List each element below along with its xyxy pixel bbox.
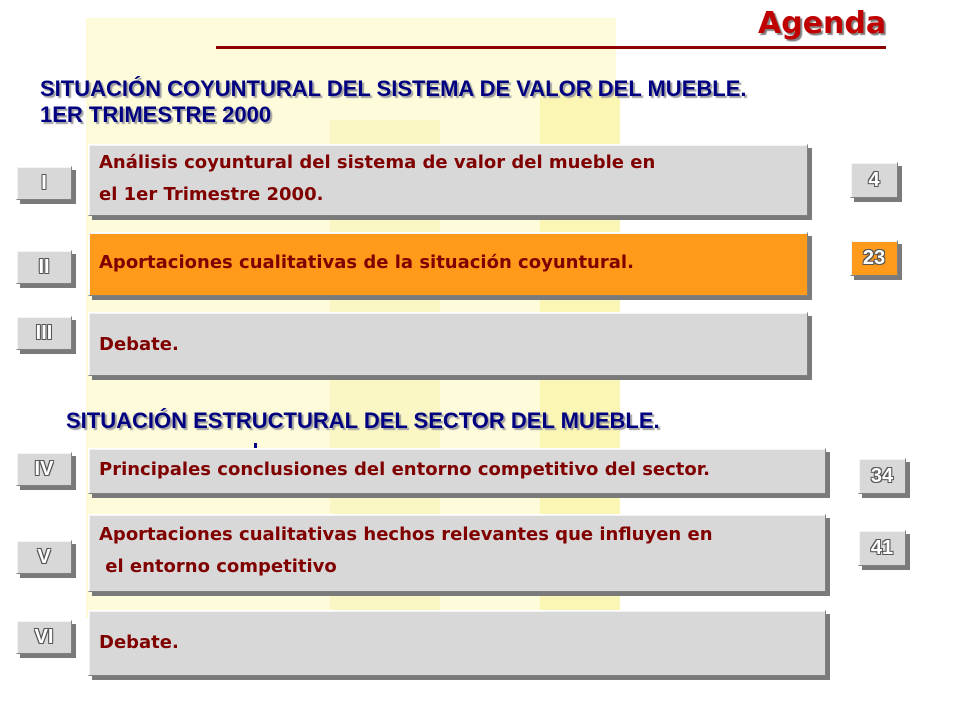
agenda-item-analisis[interactable]	[88, 144, 808, 216]
item-number-iv[interactable]: IV	[16, 452, 72, 486]
item-number-i[interactable]: I	[16, 166, 72, 200]
item-text: el 1er Trimestre 2000.	[99, 184, 324, 205]
page-number-41[interactable]: 41	[858, 530, 906, 566]
item-text: el entorno competitivo	[99, 556, 337, 577]
item-number-v[interactable]: V	[16, 540, 72, 574]
item-number-vi[interactable]: VI	[16, 620, 72, 654]
page-title: Agenda	[758, 6, 887, 41]
item-number-iii[interactable]: III	[16, 316, 72, 350]
section-heading-estructural: SITUACIÓN ESTRUCTURAL DEL SECTOR DEL MUEBLE.	[66, 408, 660, 433]
item-text: Aportaciones cualitativas de la situación coyuntural.	[99, 252, 634, 273]
item-text: Debate.	[99, 334, 179, 355]
section-heading-coyuntural	[40, 76, 746, 128]
item-text: Debate.	[99, 632, 179, 653]
section-heading-line: 1ER TRIMESTRE 2000	[40, 102, 272, 127]
agenda-item-debate-1[interactable]	[88, 312, 808, 376]
agenda-item-debate-2[interactable]	[88, 610, 826, 676]
page-number-34[interactable]: 34	[858, 458, 906, 494]
agenda-item-aportaciones-entorno[interactable]	[88, 514, 826, 592]
item-text: Principales conclusiones del entorno competitivo del sector.	[99, 459, 710, 480]
page-number-23[interactable]: 23	[850, 240, 898, 276]
title-underline	[216, 46, 886, 49]
agenda-item-conclusiones[interactable]	[88, 448, 826, 494]
item-text: Análisis coyuntural del sistema de valor del mueble en	[99, 152, 656, 173]
item-number-ii[interactable]: II	[16, 250, 72, 284]
page-number-4[interactable]: 4	[850, 162, 898, 198]
item-text: Aportaciones cualitativas hechos relevantes que influyen en	[99, 524, 713, 545]
agenda-item-aportaciones-coyuntural[interactable]	[88, 232, 808, 296]
section-heading-line: SITUACIÓN COYUNTURAL DEL SISTEMA DE VALOR DEL MUEBLE.	[40, 76, 747, 101]
